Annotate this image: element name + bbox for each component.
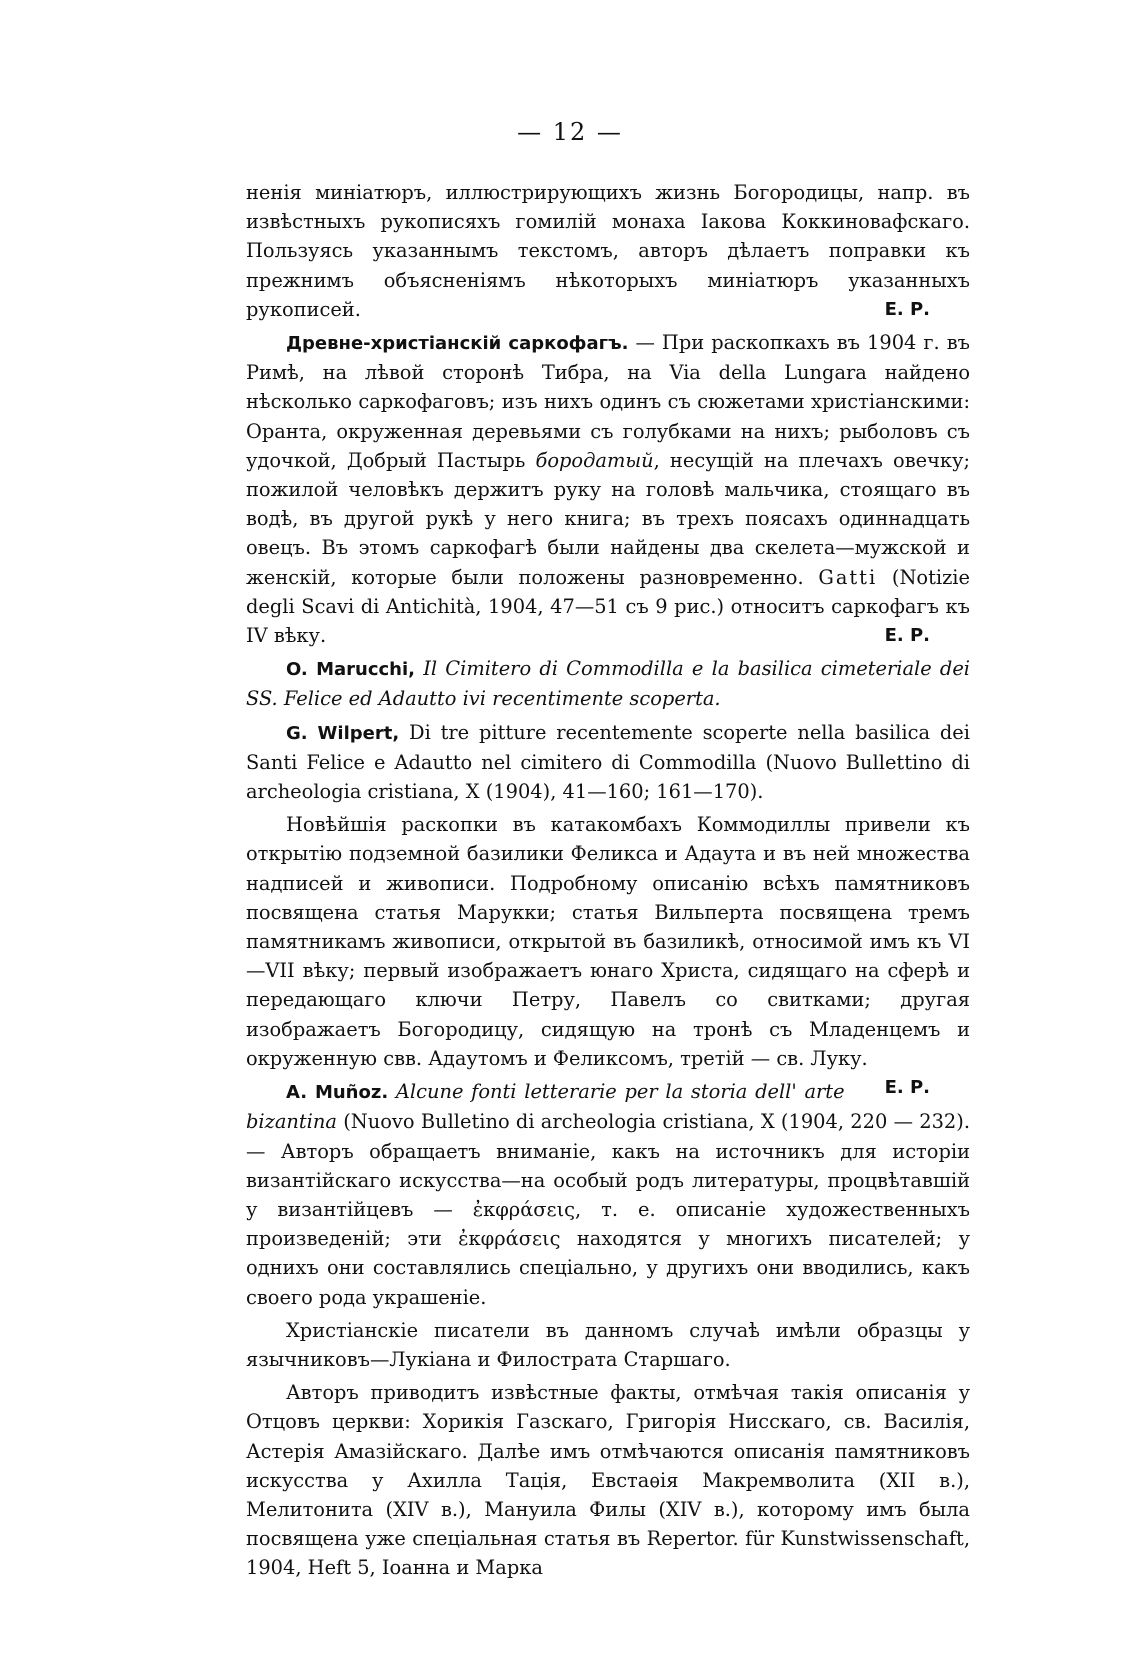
- paragraph-munoz: [246, 1077, 970, 1312]
- munoz-author: A. Muñoz.: [286, 1082, 389, 1104]
- sarcophagus-text-2: , несущій на плечахъ овечку; пожилой человѣкъ держитъ руку на головѣ мальчика, стоящаго въ водѣ, въ другой рукѣ у него книга; въ трехъ поясахъ одиннадцать овецъ. Въ этомъ саркофагѣ были найдены два скелета—мужской и женскій, которые были положены разновременно.: [246, 448, 970, 589]
- sarcophagus-text-3: (Notizie degli Scavi di Antichità, 1904, 47—51 съ 9 рис.) относитъ саркофагъ къ IV вѣку.: [246, 565, 970, 648]
- paragraph-1-text: ненія миніатюръ, иллюстрирующихъ жизнь Богородицы, напр. въ извѣстныхъ рукописяхъ гомилій монаха Іакова Коккиновафскаго. Пользуясь указаннымъ текстомъ, авторъ дѣлаетъ поправки къ прежнимъ объясненіямъ нѣкоторыхъ миніатюръ указанныхъ рукописей.: [246, 181, 970, 321]
- munoz-title: Alcune fonti letterarie per la storia dell' arte bizantina: [246, 1080, 845, 1134]
- wilpert-text: Di tre pitture recentemente scoperte nella basilica dei Santi Felice e Adautto nel cimitero di Commodilla (Nuovo Bullettino di archeologia cristiana, X (1904), 41—160; 161—170).: [246, 720, 970, 804]
- wilpert-author: G. Wilpert,: [286, 722, 400, 744]
- paragraph-christian-writers: [246, 1316, 970, 1374]
- paragraph-marucchi: [246, 654, 970, 713]
- christian-writers-text: Христіанскіе писатели въ данномъ случаѣ имѣли образцы у язычниковъ—Лукіана и Филострата Старшаго.: [246, 1318, 970, 1371]
- signature-3: Е. Р.: [884, 1077, 930, 1099]
- paragraph-author-facts: [246, 1378, 970, 1582]
- sarcophagus-heading: Древне-христіанскій саркофагъ.: [286, 333, 629, 355]
- signature-2: Е. Р.: [884, 625, 930, 647]
- sarcophagus-text-1: — При раскопкахъ въ 1904 г. въ Римѣ, на лѣвой сторонѣ Тибра, на Via della Lungara найдено нѣсколько саркофаговъ; изъ нихъ одинъ съ сюжетами христіанскими: Оранта, окруженная деревьями съ голубками на нихъ; рыболовъ съ удочкой, Добрый Пастырь: [246, 331, 971, 472]
- page-number: — 12 —: [517, 118, 623, 146]
- gatti-author: Gatti: [818, 565, 878, 589]
- paragraph-1: [246, 178, 970, 324]
- excavations-text: Новѣйшія раскопки въ катакомбахъ Коммодиллы привели къ открытію подземной базилики Феликса и Адаута и въ ней множества надписей и живописи. Подробному описанію всѣхъ памятниковъ посвящена статья Марукки; статья Вильперта посвящена тремъ памятникамъ живописи, открытой въ базиликѣ, относимой имъ къ VI—VII вѣку; первый изображаетъ юнаго Христа, сидящаго на сферѣ и передающаго ключи Петру, Павелъ со свитками; другая изображаетъ Богородицу, сидящую на тронѣ съ Младенцемъ и окруженную свв. Адаутомъ и Феликсомъ, третій — св. Луку.: [246, 813, 970, 1070]
- munoz-text: (Nuovo Bulletino di archeologia cristiana, X (1904, 220 — 232). — Авторъ обращаетъ вниманіе, какъ на источникъ для исторіи византійскаго искусства—на особый родъ литературы, процвѣтавшій у византійцевъ — ἐκφράσεις, т. е. описаніе художественныхъ произведеній; эти ἐκφράσεις находятся у многихъ писателей; у однихъ они составлялись спеціально, у другихъ они вводились, какъ своего рода украшеніе.: [246, 1110, 970, 1309]
- author-facts-text: Авторъ приводитъ извѣстные факты, отмѣчая такія описанія у Отцовъ церкви: Хорикія Газскаго, Григорія Нисскаго, св. Василія, Астерія Амазійскаго. Далѣе имъ отмѣчаются описанія памятниковъ искусства у Ахилла Тація, Евстаѳія Макремволита (XII в.), Мелитонита (XIV в.), Мануила Филы (XIV в.), которому имъ была посвящена уже спеціальная статья въ Repertor. für Kunstwissenschaft, 1904, Heft 5, Іоанна и Марка: [246, 1381, 970, 1580]
- marucchi-author: O. Marucchi,: [286, 659, 415, 681]
- paragraph-sarcophagus: [246, 328, 970, 650]
- paragraph-wilpert: [246, 718, 970, 807]
- signature-1: Е. Р.: [884, 298, 930, 320]
- marucchi-title: Il Cimitero di Commodilla e la basilica cimeteriale dei SS. Felice ed Adautto ivi recentimente scoperta.: [246, 657, 970, 711]
- page-body: [246, 178, 970, 1587]
- sarcophagus-italic: бородатый: [535, 448, 654, 472]
